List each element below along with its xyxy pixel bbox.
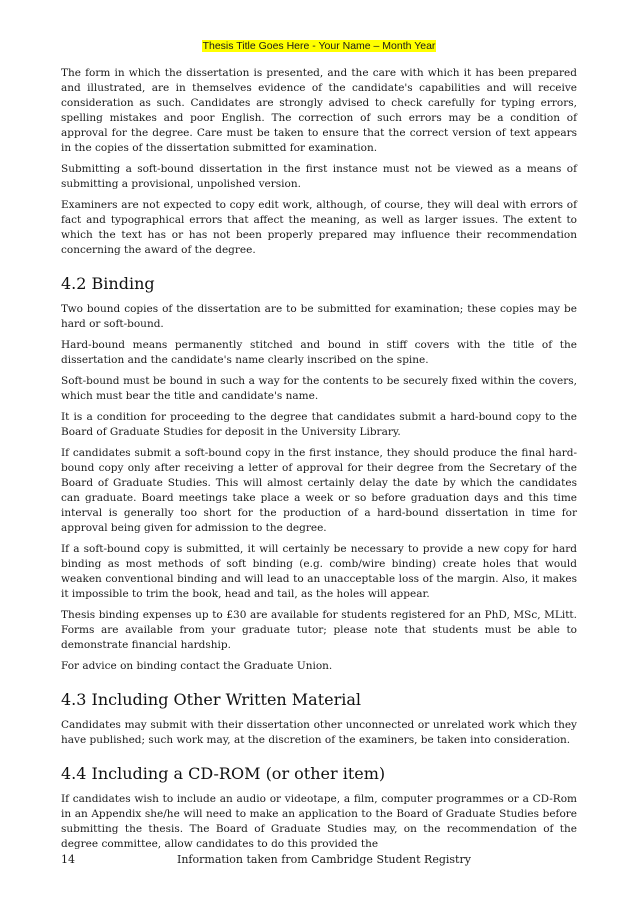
binding-paragraph-5: If candidates submit a soft-bound copy in the first instance, they should produce the final hard-bound copy only after receiving a letter of approval for their degree from the Secretary of the Board of Graduate Studies. This will almost certainly delay the date by which the candidates can graduate. Board meetings take place a week or so before graduation days and this time interval is generally too short for the production of a hard-bound dissertation in time for approval being given for admission to the degree. (61, 447, 577, 534)
binding-paragraph-7: Thesis binding expenses up to £30 are available for students registered for an PhD, MSc, MLitt. Forms are available from your graduate tutor; please note that students must be able to demonstrate financial hardship. (61, 609, 577, 651)
binding-paragraph-6: If a soft-bound copy is submitted, it will certainly be necessary to provide a new copy for hard binding as most methods of soft binding (e.g. comb/wire binding) create holes that would weaken conventional binding and will lead to an unacceptable loss of the margin. Also, it makes it impossible to trim the book, head and tail, as the holes will appear. (61, 543, 577, 600)
page-body (61, 66, 577, 858)
binding-paragraph-3: Soft-bound must be bound in such a way for the contents to be securely fixed within the covers, which must bear the title and candidate's name. (61, 375, 577, 402)
section-heading-cd-rom: 4.4 Including a CD-ROM (or other item) (61, 764, 386, 783)
intro-paragraph-2: Submitting a soft-bound dissertation in the first instance must not be viewed as a means of submitting a provisional, unpolished version. (61, 163, 577, 190)
section-heading-other-material: 4.3 Including Other Written Material (61, 690, 362, 709)
header-title: Thesis Title Goes Here - Your Name – Month Year (202, 40, 436, 52)
binding-paragraph-4: It is a condition for proceeding to the degree that candidates submit a hard-bound copy to the Board of Graduate Studies for deposit in the University Library. (61, 411, 577, 438)
running-header (0, 40, 638, 52)
cd-rom-paragraph-1: If candidates wish to include an audio or videotape, a film, computer programmes or a CD-Rom in an Appendix she/he will need to make an application to the Board of Graduate Studies before submitting the thesis. The Board of Graduate Studies may, on the recommendation of the degree committee, allow candidates to do this provided the (61, 793, 577, 850)
binding-paragraph-8: For advice on binding contact the Graduate Union. (61, 660, 333, 672)
other-material-paragraph-1: Candidates may submit with their dissertation other unconnected or unrelated work which they have published; such work may, at the discretion of the examiners, be taken into consideration. (61, 719, 577, 746)
footer-source: Information taken from Cambridge Student Registry (177, 853, 471, 866)
intro-paragraph-3: Examiners are not expected to copy edit work, although, of course, they will deal with errors of fact and typographical errors that affect the meaning, as well as larger issues. The extent to which the text has or has not been properly prepared may influence their recommendation concerning the award of the degree. (61, 199, 577, 256)
page-number: 14 (61, 853, 75, 866)
binding-paragraph-1: Two bound copies of the dissertation are to be submitted for examination; these copies may be hard or soft-bound. (61, 303, 577, 330)
section-heading-binding: 4.2 Binding (61, 274, 155, 293)
intro-paragraph-1: The form in which the dissertation is presented, and the care with which it has been prepared and illustrated, are in themselves evidence of the candidate's capabilities and will receive consideration as such. Candidates are strongly advised to check carefully for typing errors, spelling mistakes and poor English. The correction of such errors may be a condition of approval for the degree. Care must be taken to ensure that the correct version of text appears in the copies of the dissertation submitted for examination. (61, 67, 577, 154)
binding-paragraph-2: Hard-bound means permanently stitched and bound in stiff covers with the title of the dissertation and the candidate's name clearly inscribed on the spine. (61, 339, 577, 366)
